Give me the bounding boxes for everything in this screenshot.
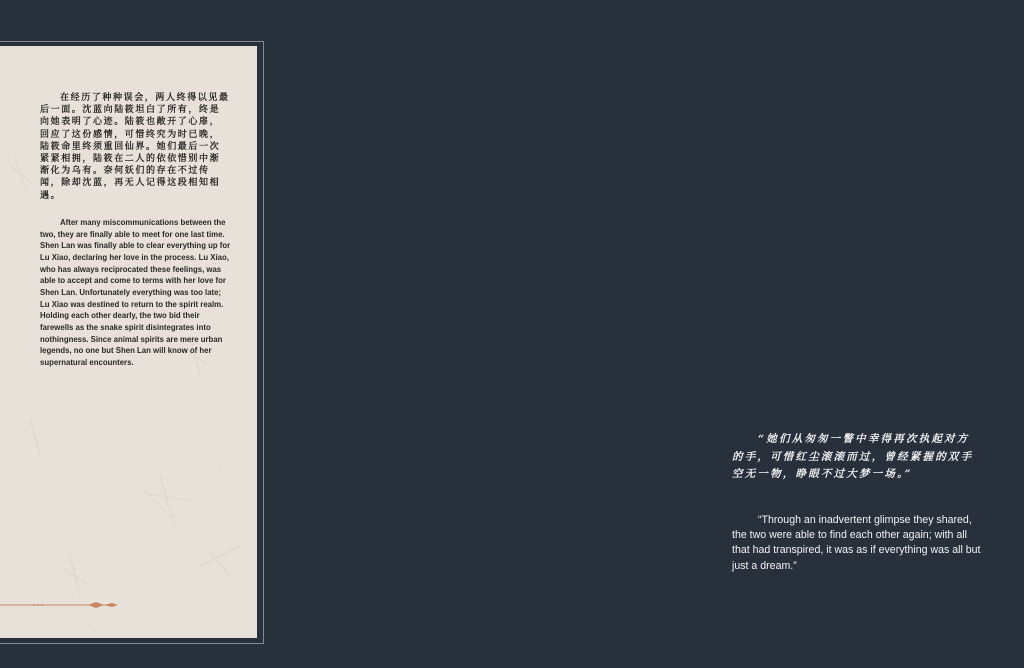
chinese-quote: “她们从匆匆一瞥中幸得再次执起对方的手，可惜红尘滚滚而过，曾经紧握的双手空无一物，睁眼不过大梦一场。” [732,433,974,480]
left-page [0,46,257,638]
english-paragraph: After many miscommunications between the two, they are finally able to meet for one last time. Shen Lan was finally able to clear everything up for Lu Xiao, declaring her love in the process. Lu Xiao, who has always reciprocated these feelings, was able to accept and come to terms with her love for Shen Lan. Unfortunately everything was too late; Lu Xiao was destined to return to the spirit realm. Holding each other dearly, the two bid their farewells as the snake spirit disintegrates into nothingness. Since animal spirits are mere urban legends, no one but Shen Lan will know of her supernatural encounters. [40,218,231,367]
chinese-paragraph: 在经历了种种误会，两人终得以见最后一面。沈蓝向陆筱坦白了所有，终是向她表明了心迹。陆筱也敞开了心扉，回应了这份感情，可惜终究为时已晚，陆筱命里终须重回仙界。她们最后一次紧紧相拥，陆筱在二人的依依惜别中渐渐化为乌有。奈何妖们的存在不过传闻，除却沈蓝，再无人记得这段相知相遇。 [40,93,230,201]
ornament-divider-icon [0,600,120,610]
english-quote: “Through an inadvertent glimpse they shared, the two were able to find each other again; with all that had transpired, it was as if everything was all but just a dream.” [732,514,981,572]
